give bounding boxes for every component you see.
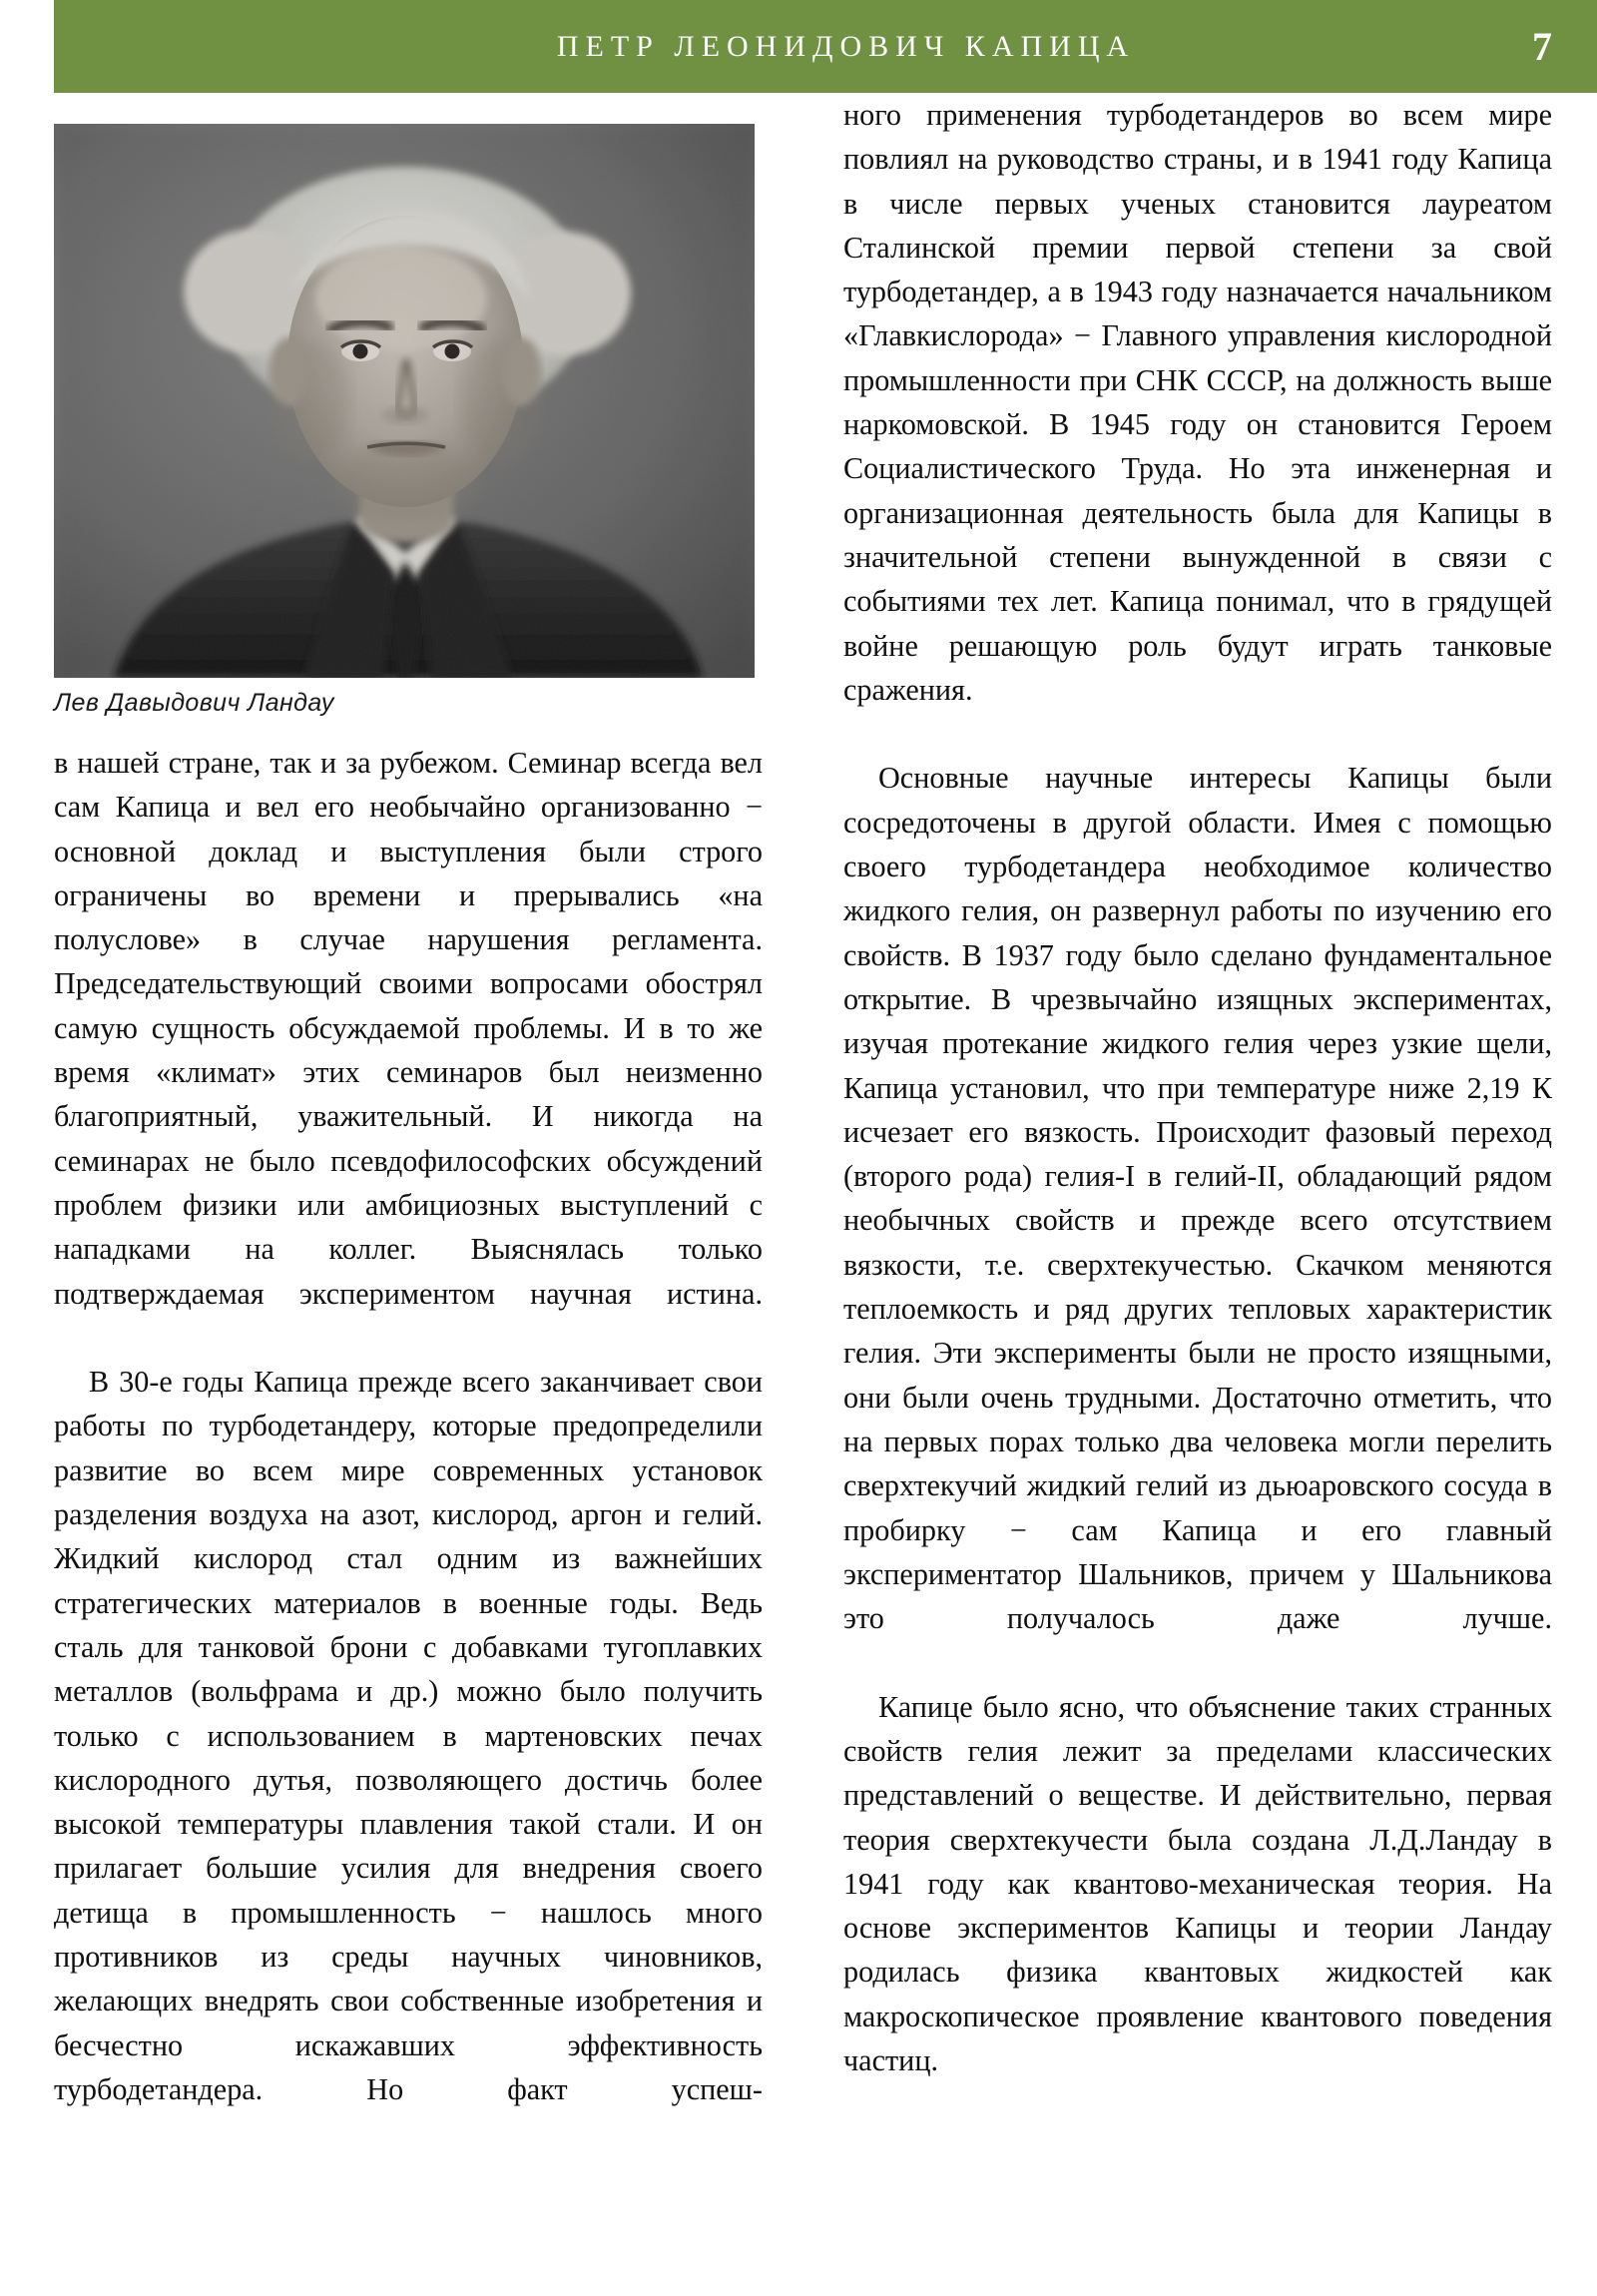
paragraph: в нашей стране, так и за рубежом. Семинар всегда вел сам Капица и вел его необычайно организованно − основной доклад и выступления были строго ограничены во времени и прерывались «на полуслове» в случае нарушения регламента. Председательствующий своими вопросами обострял самую сущность обсуждаемой проблемы. И в то же время «климат» этих семинаров был неизменно благоприятный, уважительный. И никогда на семинарах не было псевдофилософских обсуждений проблем физики или амбициозных выступлений с нападками на коллег. Выяснялась только подтверждаемая экспериментом научная истина. xyxy=(54,746,763,1311)
left-column-text xyxy=(54,741,763,2156)
portrait-image-landau xyxy=(54,124,755,678)
page-number: 7 xyxy=(1532,23,1552,69)
right-column xyxy=(843,93,1552,2127)
paragraph: ного применения турбодетандеров во всем мире повлиял на руководство страны, и в 1941 году Капица в числе первых ученых становится лауреатом Сталинской премии первой степени за свой турбодетандер, а в 1943 году назначается начальником «Главкислорода» − Главного управления кислородной промышленности при СНК СССР, на должность выше наркомовской. В 1945 году он становится Героем Социалистического Труда. Но эта инженерная и организационная деятельность была для Капицы в значительной степени вынужденной в связи с событиями тех лет. Капица понимал, что в грядущей войне решающую роль будут играть танковые сражения. xyxy=(843,98,1552,707)
paragraph: В 30-е годы Капица прежде всего заканчивает свои работы по турбодетандеру, которые предопределили развитие во всем мире современных установок разделения воздуха на азот, кислород, аргон и гелий. Жидкий кислород стал одним из важнейших стратегических материалов в военные годы. Ведь сталь для танковой брони с добавками тугоплавких металлов (вольфрама и др.) можно было получить только с использованием в мартеновских печах кислородного дутья, позволяющего достичь более высокой температуры плавления такой стали. И он прилагает большие усилия для внедрения своего детища в промышленность − нашлось много противников из среды научных чиновников, желающих внедрять свои собственные изобретения и бесчестно искажавших эффективность турбодетандера. Но факт успеш- xyxy=(54,1365,763,2106)
figure-caption: Лев Давыдович Ландау xyxy=(54,689,334,717)
page-header-band xyxy=(54,0,1597,93)
running-title: ПЕТР ЛЕОНИДОВИЧ КАПИЦА xyxy=(556,29,1136,63)
left-column xyxy=(54,93,763,2156)
right-column-text xyxy=(843,93,1552,2127)
page-body xyxy=(0,93,1597,2296)
paragraph: Основные научные интересы Капицы были сосредоточены в другой области. Имея с помощью своего турбодетандера необходимое количество жидкого гелия, он развернул работы по изучению его свойств. В 1937 году было сделано фундаментальное открытие. В чрезвычайно изящных экспериментах, изучая протекание жидкого гелия через узкие щели, Капица установил, что при температуре ниже 2,19 К исчезает его вязкость. Происходит фазовый переход (второго рода) гелия-I в гелий-II, обладающий рядом необычных свойств и прежде всего отсутствием вязкости, т.е. сверхтекучестью. Скачком меняются теплоемкость и ряд других тепловых характеристик гелия. Эти эксперименты были не просто изящными, они были очень трудными. Достаточно отметить, что на первых порах только два человека могли перелить сверхтекучий жидкий гелий из дьюаровского сосуда в пробирку − сам Капица и его главный экспериментатор Шальников, причем у Шальникова это получалось даже лучше. xyxy=(843,761,1552,1636)
paragraph: Капице было ясно, что объяснение таких странных свойств гелия лежит за пределами классических представлений о веществе. И действительно, первая теория сверхтекучести была создана Л.Д.Ландау в 1941 году как квантово-механическая теория. На основе экспериментов Капицы и теории Ландау родилась физика квантовых жидкостей как макроскопическое проявление квантового поведения частиц. xyxy=(843,1689,1552,2078)
portrait-figure xyxy=(54,124,755,718)
